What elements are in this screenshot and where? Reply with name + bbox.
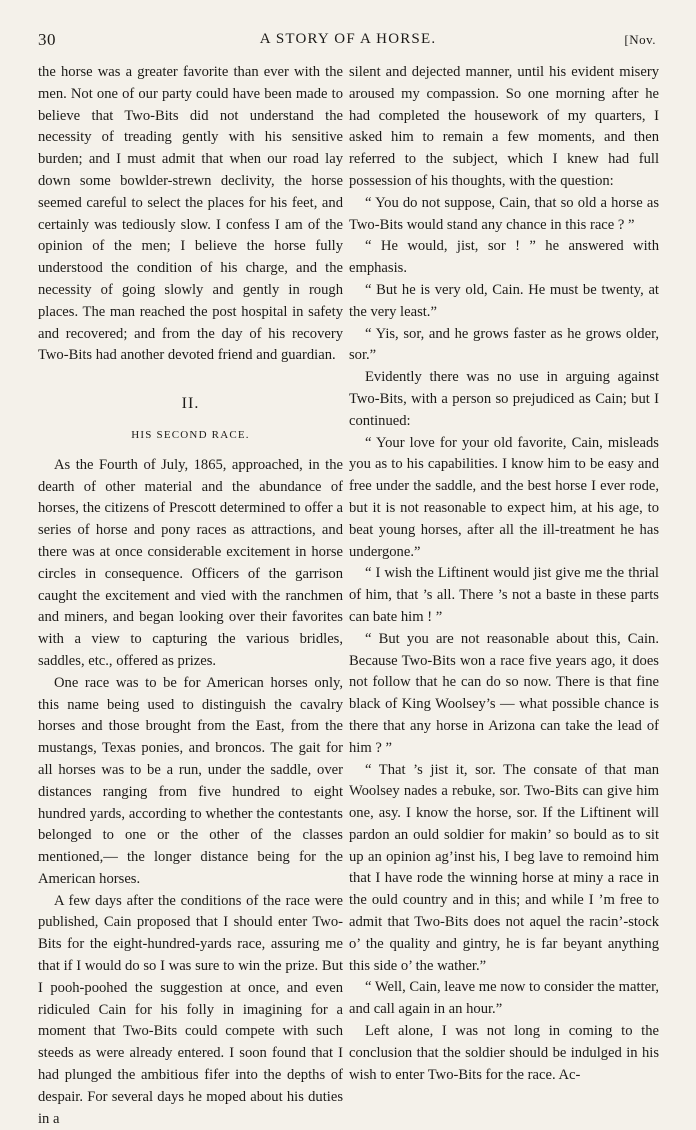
running-title: A STORY OF A HORSE. <box>259 31 437 47</box>
paragraph: the horse was a greater favorite than ever with the men. Not one of our party could have been made to believe that Two-Bits did not understand the necessity of treading gently with his sensitive burden; and I must admit that when our road lay down some bowlder-strewn declivity, the horse seemed careful to select the places for his feet, and certainly was tediously slow. I confess I am of the opinion of the men; I believe the horse fully understood the condition of his charge, and the necessity of going slowly and gently in rough places. The man reached the post hospital in safety and recovered; and from the day of his recovery Two-Bits had another devoted friend and guardian. <box>38 64 343 364</box>
paragraph: As the Fourth of July, 1865, approached, in the dearth of other material and the abundance of horses, the citizens of Prescott determined to offer a series of horse and pony races as attractions, and there was at once considerable excitement in horse circles in consequence. Officers of the garrison caught the excitement and vied with the ranchmen and miners, and began looking over their favorites with a view to capturing the various bridles, saddles, etc., offered as prizes. <box>38 456 343 669</box>
paragraph: “ But he is very old, Cain. He must be twenty, at the very least.” <box>349 281 659 320</box>
paragraph: Left alone, I was not long in coming to the conclusion that the soldier should be indulged in his wish to enter Two-Bits for the race. Ac- <box>349 1023 659 1083</box>
paragraph: “ That ’s jist it, sor. The consate of that man Woolsey nades a rebuke, sor. Two-Bits can give him one, asy. I know the horse, sor. If the Liftinent will pardon an ould soldier for makin’ so bould as to sit up an opinion ag’inst his, I beg lave to remoind him that I have rode the winning horse at miny a race in the ould country and in this; and while I ’m free to admit that Two-Bits does not aquel the racin’-stock o’ the quality and gintry, he is far beyant anything this side o’ the wather.” <box>349 761 659 974</box>
paragraph: “ Your love for your old favorite, Cain, misleads you as to his capabilities. I know him to be easy and free under the saddle, and the best horse I ever rode, but it is not reasonable to expect him, at his age, to beat young horses, after all the ill-treatment he has undergone.” <box>349 434 659 560</box>
issue-month: [Nov. <box>624 32 656 47</box>
paragraph: “ You do not suppose, Cain, that so old a horse as Two-Bits would stand any chance in this race ? ” <box>349 194 659 233</box>
section-title: HIS SECOND RACE. <box>131 428 250 441</box>
paragraph: “ He would, jist, sor ! ” he answered with emphasis. <box>349 238 659 277</box>
paragraph: Evidently there was no use in arguing against Two-Bits, with a person so prejudiced as Cain; but I continued: <box>349 369 659 429</box>
paragraph: A few days after the conditions of the race were published, Cain proposed that I should enter Two-Bits for the eight-hundred-yards race, assuring me that if I would do so I was sure to win the prize. But I pooh-poohed the suggestion at once, and even ridiculed Cain for his folly in imagining for a moment that Two-Bits could compete with such steeds as were already entered. I soon found that I had plunged the ambitious fifer into the depths of despair. For several days he moped about his duties in a <box>38 892 343 1127</box>
paragraph: “ Yis, sor, and he grows faster as he grows older, sor.” <box>349 325 659 364</box>
paragraph: “ Well, Cain, leave me now to consider the matter, and call again in an hour.” <box>349 979 659 1018</box>
paragraph: One race was to be for American horses only, this name being used to distinguish the cavalry horses and those brought from the East, from the mustangs, Texas ponies, and broncos. The gait for all horses was to be a run, under the saddle, over distances ranging from five hundred to eight hundred yards, according to whether the contestants belonged to one or the other of the classes mentioned,— the longer distance being for the American horses. <box>38 674 343 887</box>
running-header <box>0 30 696 54</box>
page-number: 30 <box>38 30 56 49</box>
paragraph: “ I wish the Liftinent would jist give me the thrial of him, that ’s all. There ’s not a baste in these parts can bate him ! ” <box>349 565 659 625</box>
right-column <box>349 62 659 1086</box>
paragraph: “ But you are not reasonable about this, Cain. Because Two-Bits won a race five years ago, it does not follow that he can do so now. There is that fine black of King Woolsey’s — what possible chance is there that any horse in Arizona can take the lead of him ? ” <box>349 630 659 756</box>
paragraph: silent and dejected manner, until his evident misery aroused my compassion. So one morning after he had completed the housework of my quarters, I asked him to remain a few moments, and then referred to the subject, which I knew had full possession of his thoughts, with the question: <box>349 64 659 189</box>
section-number: II. <box>181 395 200 413</box>
left-column <box>38 62 343 1130</box>
